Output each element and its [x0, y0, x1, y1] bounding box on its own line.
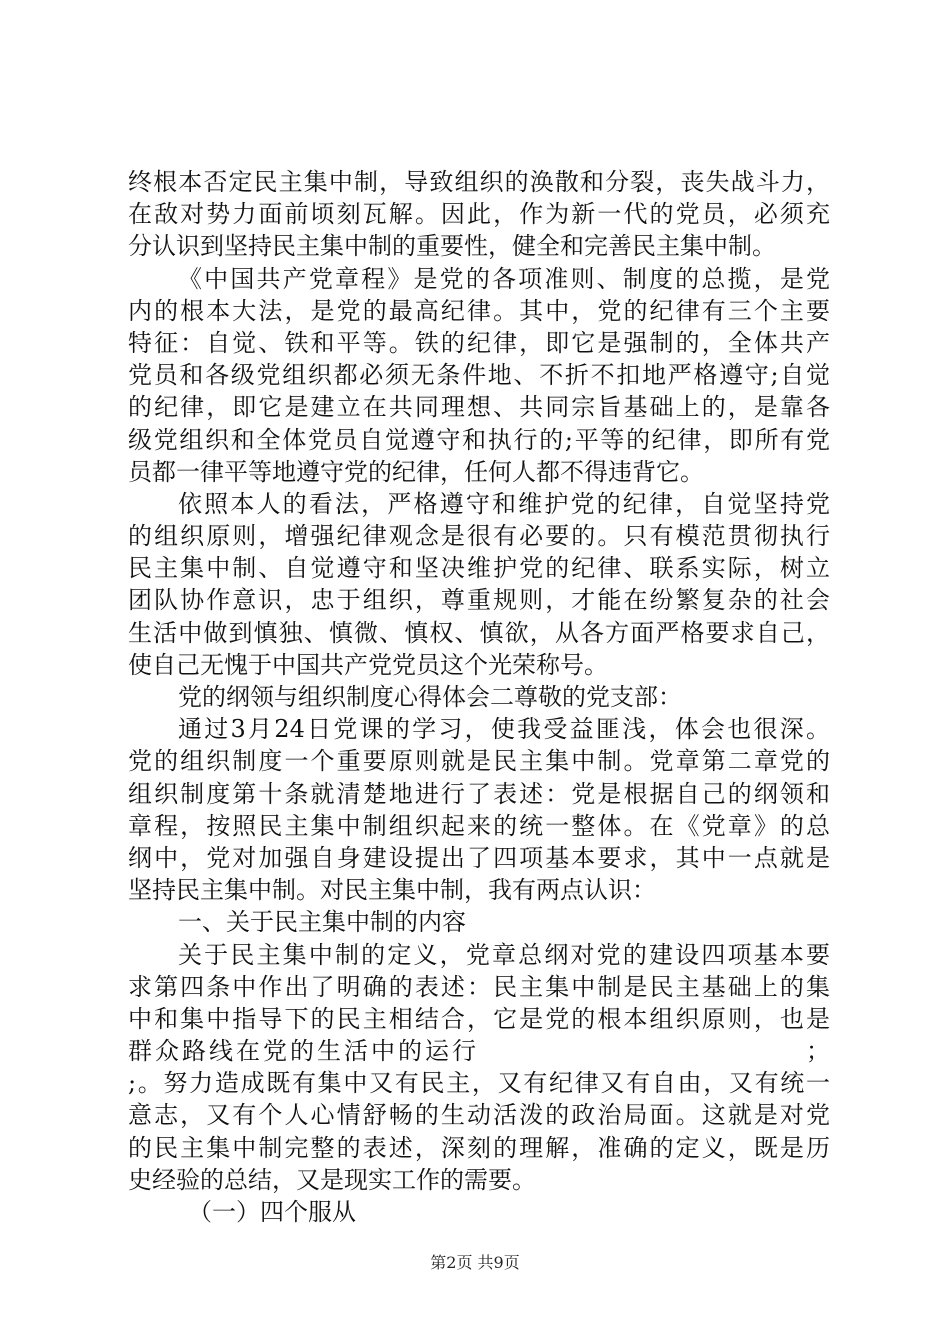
text-line: 求第四条中作出了明确的表述：民主集中制是民主基础上的集	[128, 972, 830, 1001]
text-line: 意志，又有个人心情舒畅的生动活泼的政治局面。这就是对党	[128, 1101, 830, 1130]
text-line: 级党组织和全体党员自觉遵守和执行的;平等的纪律，即所有党	[128, 425, 830, 454]
page-footer: 第2页 共9页	[430, 1253, 520, 1272]
text-line: 关于民主集中制的定义，党章总纲对党的建设四项基本要	[178, 940, 830, 969]
text-line: 的民主集中制完整的表述，深刻的理解，准确的定义，既是历	[128, 1133, 830, 1162]
text-line: 分认识到坚持民主集中制的重要性，健全和完善民主集中制。	[128, 232, 776, 261]
text-line: 章程，按照民主集中制组织起来的统一整体。在《党章》的总	[128, 811, 830, 840]
text-line: 员都一律平等地遵守党的纪律，任何人都不得违背它。	[128, 457, 704, 486]
text-line: 党的组织制度一个重要原则就是民主集中制。党章第二章党的	[128, 747, 830, 776]
text-line: 民主集中制、自觉遵守和坚决维护党的纪律、联系实际，树立	[128, 554, 830, 583]
text-line: 依照本人的看法，严格遵守和维护党的纪律，自觉坚持党	[178, 489, 830, 518]
text-line: 史经验的总结，又是现实工作的需要。	[128, 1165, 536, 1194]
text-line: 的组织原则，增强纪律观念是很有必要的。只有模范贯彻执行	[128, 522, 830, 551]
text-line-left: 群众路线在党的生活中的运行	[128, 1037, 479, 1066]
text-line: 通过3月24日党课的学习，使我受益匪浅，体会也很深。	[178, 715, 830, 744]
text-line: 中和集中指导下的民主相结合，它是党的根本组织原则，也是	[128, 1004, 830, 1033]
text-line: 组织制度第十条就清楚地进行了表述：党是根据自己的纲领和	[128, 779, 830, 808]
document-body	[128, 166, 830, 1228]
text-line-split	[128, 1035, 830, 1067]
text-line: 特征：自觉、铁和平等。铁的纪律，即它是强制的，全体共产	[128, 328, 830, 357]
text-line: 内的根本大法，是党的最高纪律。其中，党的纪律有三个主要	[128, 296, 830, 325]
text-line: 纲中，党对加强自身建设提出了四项基本要求，其中一点就是	[128, 843, 830, 872]
text-line: 坚持民主集中制。对民主集中制，我有两点认识：	[128, 876, 656, 905]
text-line: 《中国共产党章程》是党的各项准则、制度的总揽，是党	[178, 264, 830, 293]
text-line: 的纪律，即它是建立在共同理想、共同宗旨基础上的，是靠各	[128, 393, 830, 422]
text-line: 生活中做到慎独、慎微、慎权、慎欲，从各方面严格要求自己，	[128, 618, 830, 647]
text-line: 党员和各级党组织都必须无条件地、不折不扣地严格遵守;自觉	[128, 361, 830, 390]
subheading: 党的纲领与组织制度心得体会二尊敬的党支部：	[178, 683, 682, 711]
text-line-right-mark: ；	[806, 1037, 830, 1066]
text-line: 在敌对势力面前顷刻瓦解。因此，作为新一代的党员，必须充	[128, 200, 830, 229]
text-line: 终根本否定民主集中制，导致组织的涣散和分裂，丧失战斗力，	[128, 168, 830, 196]
text-line: 团队协作意识，忠于组织，尊重规则，才能在纷繁复杂的社会	[128, 586, 830, 615]
text-line: 使自己无愧于中国共产党党员这个光荣称号。	[128, 650, 608, 679]
section-heading: 一、关于民主集中制的内容	[178, 908, 466, 937]
text-line: ;。努力造成既有集中又有民主，又有纪律又有自由，又有统一	[128, 1069, 830, 1098]
subsection-heading: （一）四个服从	[188, 1198, 356, 1226]
